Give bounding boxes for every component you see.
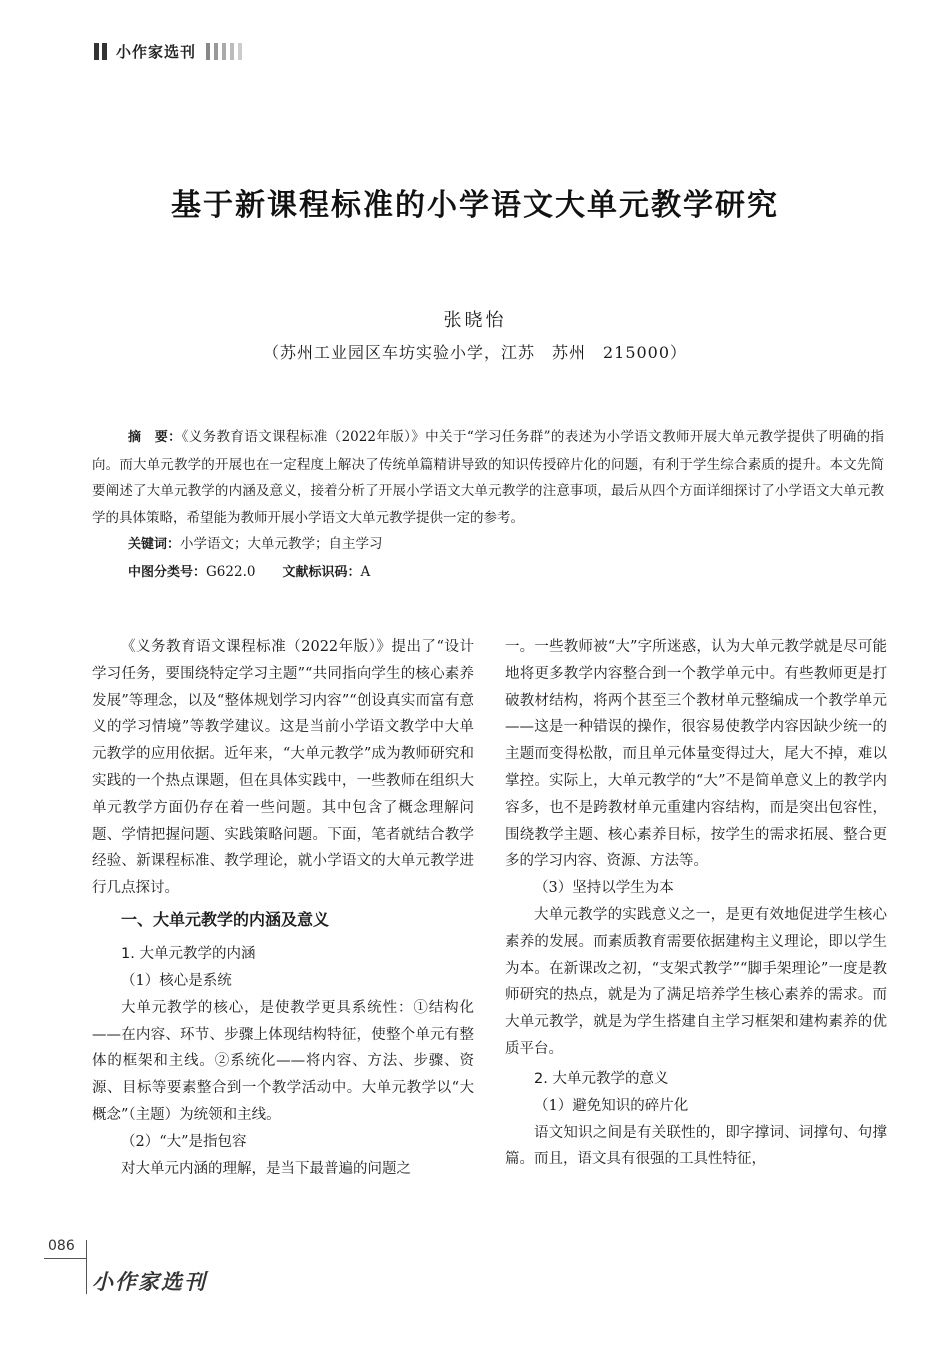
paragraph-inclusive-start: 对大单元内涵的理解，是当下最普遍的问题之: [121, 1160, 411, 1177]
keywords-text: 小学语文；大单元教学；自主学习: [180, 536, 383, 552]
footer-rule-vertical: [86, 1240, 87, 1294]
paragraph-fragmentation: 语文知识之间是有关联性的，即字撑词、词撑句、句撑篇。而且，语文具有很强的工具性特征，: [505, 1124, 887, 1168]
body-column-right: [505, 634, 887, 1173]
paragraph-inclusive-cont: 一。一些教师被“大”字所迷惑，认为大单元教学就是尽可能地将更多教学内容整合到一个教学单元中。有些教师更是打破教材结构，将两个甚至三个教材单元整编成一个教学单元——这是一种错误的操作，很容易使教学内容因缺少统一的主题而变得松散，而且单元体量变得过大，尾大不掉，难以掌控。实际上，大单元教学的“大”不是简单意义上的教学内容多，也不是跨教材单元重建内容结构，而是突出包容性，围绕教学主题、核心素养目标，按学生的需求拓展、整合更多的学习内容、资源、方法等。: [505, 639, 887, 870]
author-affiliation: （苏州工业园区车坊实验小学，江苏 苏州 215000）: [262, 343, 688, 362]
running-header: [94, 40, 242, 62]
point-heading-2: （2）“大”是指包容: [121, 1133, 247, 1150]
author-name: 张晓怡: [443, 310, 507, 331]
paragraph-student-centered: 大单元教学的实践意义之一，是更有效地促进学生核心素养的发展。而素质教育需要依据建构主义理论，即以学生为本。在新课改之初，“支架式教学”“脚手架理论”一度是教师研究的热点，就是为了满足培养学生核心素养的需求。而大单元教学，就是为学生搭建自主学习框架和建构素养的优质平台。: [505, 906, 887, 1057]
paragraph-core-system: 大单元教学的核心，是使教学更具系统性：①结构化——在内容、环节、步骤上体现结构特征，使整个单元有整体的框架和主线。②系统化——将内容、方法、步骤、资源、目标等要素整合到一个教学活动中。大单元教学以“大概念”（主题）为统领和主线。: [92, 999, 474, 1123]
keywords-line: [92, 531, 884, 559]
doc-code-label: 文献标识码：: [282, 564, 361, 580]
page-number: 086: [48, 1238, 75, 1254]
header-bars-right: [206, 43, 242, 60]
classification-line: [92, 559, 884, 587]
point-heading-3: （3）坚持以学生为本: [534, 880, 674, 897]
header-bars-left: [94, 43, 107, 60]
abstract-paragraph: [92, 424, 884, 531]
abstract-block: [92, 424, 884, 586]
subsection-heading-1-2: 2. 大单元教学的意义: [534, 1070, 669, 1087]
journal-name: 小作家选刊: [116, 42, 197, 61]
clc-label: 中图分类号：: [128, 564, 207, 580]
clc-code: G622.0: [206, 563, 256, 580]
intro-paragraph: 《义务教育语文课程标准（2022年版）》提出了“设计学习任务，要围绕特定学习主题”“共同指向学生的核心素养发展”等理念，以及“整体规划学习内容”“创设真实而富有意义的学习情境”等教学建议。这是当前小学语文教学中大单元教学的应用依据。近年来，“大单元教学”成为教师研究和实践的一个热点课题，但在具体实践中，一些教师在组织大单元教学方面仍存在着一些问题。其中包含了概念理解问题、学情把握问题、实践策略问题。下面，笔者就结合教学经验、新课程标准、教学理论，就小学语文的大单元教学进行几点探讨。: [92, 639, 474, 897]
footer-rule-horizontal: [44, 1258, 86, 1259]
keywords-label: 关键词：: [128, 537, 181, 552]
article-title: 基于新课程标准的小学语文大单元教学研究: [171, 188, 779, 223]
subsection-heading-1-1: 1. 大单元教学的内涵: [121, 945, 256, 962]
point-heading-4: （1）避免知识的碎片化: [534, 1097, 689, 1114]
body-column-left: [92, 634, 474, 1182]
section-heading-1: 一、大单元教学的内涵及意义: [121, 909, 330, 929]
doc-code: A: [360, 563, 371, 580]
point-heading-1: （1）核心是系统: [121, 972, 232, 989]
footer-journal-logo: 小作家选刊: [92, 1269, 207, 1294]
abstract-text: 《义务教育语文课程标准（2022年版）》中关于“学习任务群”的表述为小学语文教师开展大单元教学提供了明确的指向。而大单元教学的开展也在一定程度上解决了传统单篇精讲导致的知识传授碎片化的问题，有利于学生综合素质的提升。本文先简要阐述了大单元教学的内涵及意义，接着分析了开展小学语文大单元教学的注意事项，最后从四个方面详细探讨了小学语文大单元教学的具体策略，希望能为教师开展小学语文大单元教学提供一定的参考。: [92, 429, 884, 526]
abstract-label: 摘 要：: [128, 430, 182, 445]
